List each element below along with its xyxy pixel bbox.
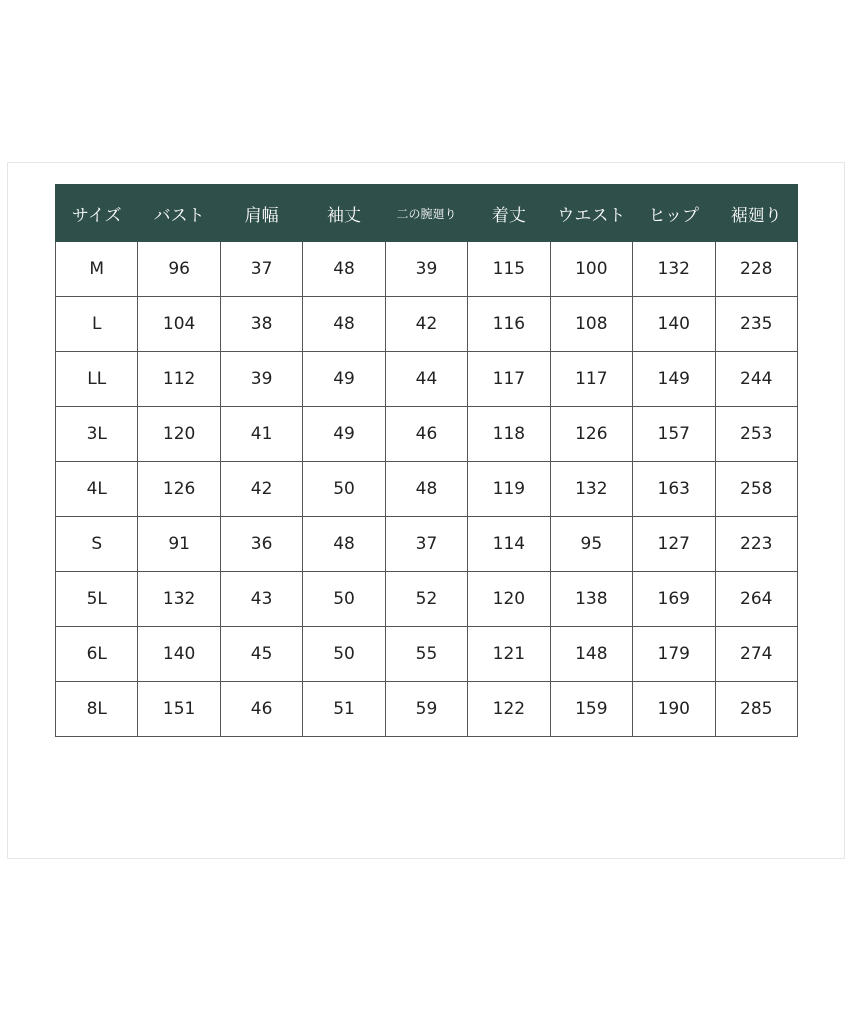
header-hip: ヒップ — [633, 185, 715, 242]
cell-upper-arm: 48 — [385, 462, 467, 517]
cell-hem: 253 — [715, 407, 798, 462]
cell-waist: 126 — [550, 407, 632, 462]
header-shoulder-width: 肩幅 — [220, 185, 302, 242]
cell-length: 114 — [468, 517, 550, 572]
cell-sleeve-length: 50 — [303, 627, 385, 682]
header-sleeve-length: 袖丈 — [303, 185, 385, 242]
cell-shoulder-width: 41 — [220, 407, 302, 462]
cell-hip: 127 — [633, 517, 715, 572]
cell-size: L — [56, 297, 138, 352]
cell-waist: 132 — [550, 462, 632, 517]
table-row — [56, 462, 798, 517]
cell-bust: 112 — [138, 352, 220, 407]
cell-hem: 285 — [715, 682, 798, 737]
cell-shoulder-width: 42 — [220, 462, 302, 517]
cell-size: S — [56, 517, 138, 572]
cell-sleeve-length: 49 — [303, 407, 385, 462]
cell-shoulder-width: 39 — [220, 352, 302, 407]
cell-length: 119 — [468, 462, 550, 517]
cell-shoulder-width: 38 — [220, 297, 302, 352]
cell-sleeve-length: 49 — [303, 352, 385, 407]
cell-shoulder-width: 37 — [220, 242, 302, 297]
cell-sleeve-length: 48 — [303, 242, 385, 297]
cell-size: 3L — [56, 407, 138, 462]
cell-length: 121 — [468, 627, 550, 682]
cell-waist: 95 — [550, 517, 632, 572]
cell-upper-arm: 44 — [385, 352, 467, 407]
cell-hem: 274 — [715, 627, 798, 682]
cell-hip: 190 — [633, 682, 715, 737]
table-body — [56, 242, 798, 737]
cell-waist: 108 — [550, 297, 632, 352]
header-upper-arm: 二の腕廻り — [385, 185, 467, 242]
cell-size: 6L — [56, 627, 138, 682]
cell-length: 115 — [468, 242, 550, 297]
cell-hip: 163 — [633, 462, 715, 517]
cell-length: 120 — [468, 572, 550, 627]
table-row — [56, 407, 798, 462]
cell-waist: 117 — [550, 352, 632, 407]
cell-hip: 149 — [633, 352, 715, 407]
table-row — [56, 682, 798, 737]
cell-upper-arm: 39 — [385, 242, 467, 297]
cell-waist: 148 — [550, 627, 632, 682]
table-row — [56, 352, 798, 407]
cell-size: 5L — [56, 572, 138, 627]
cell-length: 116 — [468, 297, 550, 352]
cell-bust: 104 — [138, 297, 220, 352]
cell-upper-arm: 52 — [385, 572, 467, 627]
cell-hip: 169 — [633, 572, 715, 627]
cell-hip: 157 — [633, 407, 715, 462]
cell-bust: 91 — [138, 517, 220, 572]
cell-hip: 132 — [633, 242, 715, 297]
cell-upper-arm: 46 — [385, 407, 467, 462]
cell-bust: 120 — [138, 407, 220, 462]
table-header — [56, 185, 798, 242]
cell-length: 117 — [468, 352, 550, 407]
cell-size: LL — [56, 352, 138, 407]
table-row — [56, 572, 798, 627]
cell-bust: 151 — [138, 682, 220, 737]
cell-hem: 258 — [715, 462, 798, 517]
cell-size: 4L — [56, 462, 138, 517]
cell-upper-arm: 37 — [385, 517, 467, 572]
cell-size: 8L — [56, 682, 138, 737]
cell-waist: 159 — [550, 682, 632, 737]
cell-hip: 140 — [633, 297, 715, 352]
cell-upper-arm: 55 — [385, 627, 467, 682]
table-row — [56, 517, 798, 572]
cell-bust: 96 — [138, 242, 220, 297]
cell-hem: 244 — [715, 352, 798, 407]
header-hem: 裾廻り — [715, 185, 798, 242]
header-size: サイズ — [56, 185, 138, 242]
cell-upper-arm: 59 — [385, 682, 467, 737]
cell-bust: 132 — [138, 572, 220, 627]
cell-sleeve-length: 51 — [303, 682, 385, 737]
cell-shoulder-width: 43 — [220, 572, 302, 627]
size-chart-table — [55, 184, 798, 737]
cell-size: M — [56, 242, 138, 297]
cell-hem: 228 — [715, 242, 798, 297]
header-waist: ウエスト — [550, 185, 632, 242]
cell-length: 122 — [468, 682, 550, 737]
cell-shoulder-width: 36 — [220, 517, 302, 572]
cell-waist: 138 — [550, 572, 632, 627]
table-row — [56, 627, 798, 682]
table-row — [56, 297, 798, 352]
cell-hem: 235 — [715, 297, 798, 352]
cell-sleeve-length: 48 — [303, 517, 385, 572]
cell-sleeve-length: 48 — [303, 297, 385, 352]
header-row — [56, 185, 798, 242]
header-length: 着丈 — [468, 185, 550, 242]
cell-length: 118 — [468, 407, 550, 462]
cell-shoulder-width: 45 — [220, 627, 302, 682]
cell-waist: 100 — [550, 242, 632, 297]
cell-upper-arm: 42 — [385, 297, 467, 352]
table-row — [56, 242, 798, 297]
cell-hip: 179 — [633, 627, 715, 682]
cell-hem: 223 — [715, 517, 798, 572]
cell-bust: 126 — [138, 462, 220, 517]
header-bust: バスト — [138, 185, 220, 242]
cell-bust: 140 — [138, 627, 220, 682]
cell-hem: 264 — [715, 572, 798, 627]
cell-shoulder-width: 46 — [220, 682, 302, 737]
cell-sleeve-length: 50 — [303, 572, 385, 627]
cell-sleeve-length: 50 — [303, 462, 385, 517]
